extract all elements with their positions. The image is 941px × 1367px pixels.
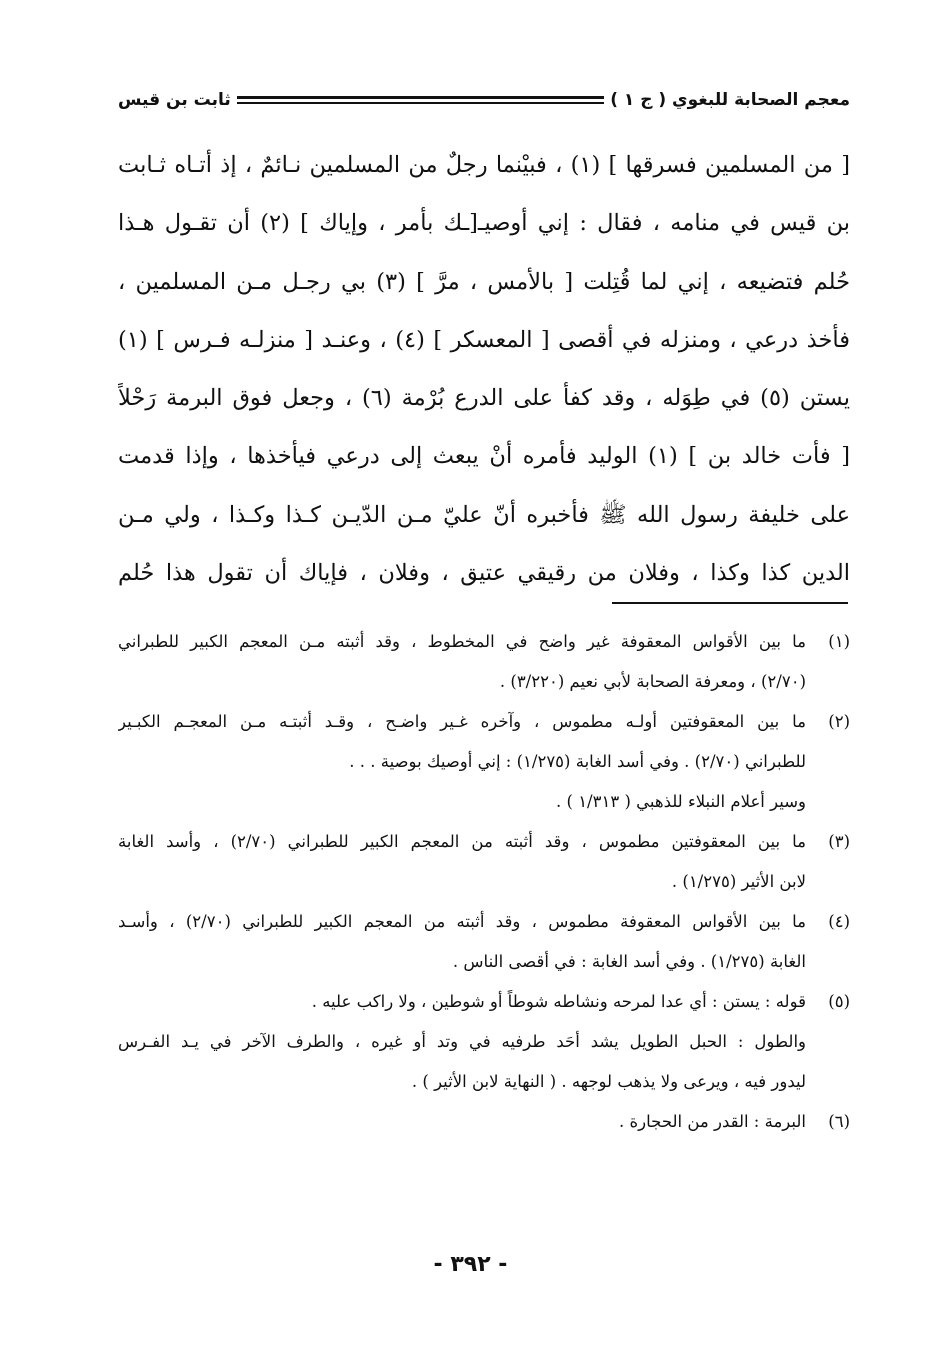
footnote [118, 822, 850, 902]
footnote-number: (٣) [828, 832, 850, 851]
footnote [118, 622, 850, 702]
main-text-line: يستن (٥) في طِوَله ، وقد كفأ على الدرع بُرْمة (٦) ، وجعل فوق البرمة رَحْلاً [118, 385, 850, 412]
page-number: - ٣٩٢ - [433, 1252, 508, 1277]
footnote-line: قوله : يستن : أي عدا لمرحه ونشاطه شوطاً أو شوطين ، ولا راكب عليه . [311, 992, 806, 1011]
footnote [118, 982, 850, 1102]
main-text-line: على خليفة رسول الله ﷺ فأخبره أنّ عليّ مـن الدّيـن كـذا وكـذا ، ولي مـن [118, 501, 850, 528]
footnote [118, 702, 850, 822]
footnote-line: ما بين المعقوفتين أولـه مطموس ، وآخره غـير واضـح ، وقـد أثبتـه مـن المعجـم الكبـير [118, 712, 806, 731]
main-text-line: [ من المسلمين فسرقها ] (١) ، فبيْنما رجلٌ من المسلمين نـائمٌ ، إذ أتـاه ثـابت [118, 152, 850, 178]
footnote-number: (٤) [828, 912, 850, 931]
header-rule-thick [237, 96, 604, 99]
footnote-line: وسير أعلام النبلاء للذهبي ( ١/٣١٣ ) . [556, 792, 806, 811]
footnote-line: ما بين الأقواس المعقوفة غير واضح في المخطوط ، وقد أثبته مـن المعجم الكبير للطبراني [118, 632, 806, 651]
footnote-line: ما بين الأقواس المعقوفة مطموس ، وقد أثبته من المعجم الكبير للطبراني (٢/٧٠) ، وأسـد [118, 912, 806, 931]
main-text-line: بن قيس في منامه ، فقال : إني أوصيـ[ـك بأمر ، وإياك ] (٢) أن تقـول هـذا [118, 210, 850, 237]
book-title: معجم الصحابة للبغوي ( ج ١ ) [610, 90, 850, 110]
main-text-line: حُلم فتضيعه ، إني لما قُتِلت [ بالأمس ، مرَّ ] (٣) بي رجـل مـن المسلمين ، [118, 268, 850, 295]
footnote-number: (٦) [828, 1112, 850, 1131]
footnote [118, 1102, 850, 1142]
footnote-line: لابن الأثير (١/٢٧٥) . [671, 872, 806, 891]
main-text-line: فأخذ درعي ، ومنزله في أقصى [ المعسكر ] (٤) ، وعنـد [ منزلـه فـرس ] (١) [118, 326, 850, 353]
footnote-line: والطول : الحبل الطويل يشد أحَد طرفيه في وتد أو غيره ، والطرف الآخر في يـد الفـرس [118, 1032, 806, 1051]
main-text [118, 136, 850, 602]
footnote-line: ما بين المعقوفتين مطموس ، وقد أثبته من المعجم الكبير للطبراني (٢/٧٠) ، وأسد الغابة [118, 832, 806, 851]
footnote-number: (٢) [828, 712, 850, 731]
footnote-number: (١) [828, 632, 850, 651]
footnote-number: (٥) [828, 992, 850, 1011]
footnote-line: الغابة (١/٢٧٥) . وفي أسد الغابة : في أقصى الناس . [452, 952, 806, 971]
main-text-line: الدين كذا وكذا ، وفلان من رقيقي عتيق ، وفلان ، فإياك أن تقول هذا حُلم [118, 560, 850, 587]
footnotes [118, 622, 850, 1142]
footnote-line: ليدور فيه ، ويرعى ولا يذهب لوجهه . ( النهاية لابن الأثير ) . [411, 1072, 806, 1091]
main-text-line: [ فأت خالد بن ] (١) الوليد فأمره أنْ يبعث إلى درعي فيأخذها ، وإذا قدمت [118, 443, 850, 470]
footnote-line: البرمة : القدر من الحجارة . [619, 1112, 806, 1131]
header-rule-thin [237, 102, 604, 104]
footnote-separator [612, 602, 848, 604]
running-header [118, 80, 850, 120]
entry-name: ثابت بن قيس [118, 90, 231, 110]
footnote [118, 902, 850, 982]
header-rule [237, 96, 604, 104]
footnote-line: للطبراني (٢/٧٠) . وفي أسد الغابة (١/٢٧٥) : إني أوصيك بوصية . . . [349, 752, 806, 771]
footnote-line: (٢/٧٠) ، ومعرفة الصحابة لأبي نعيم (٣/٢٢٠) . [499, 672, 806, 691]
